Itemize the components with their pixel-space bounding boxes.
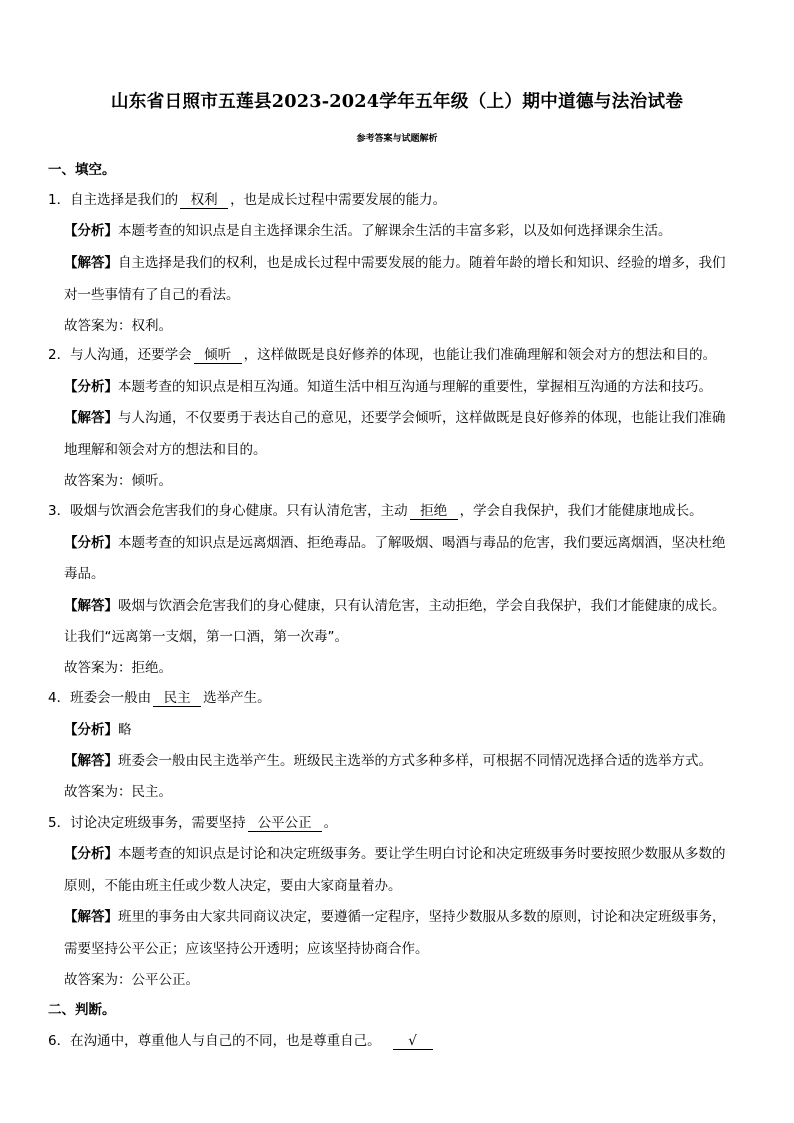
page-subtitle: 参考答案与试题解析 [356,134,438,144]
answer-blank: 民主 [153,690,201,707]
solution-line: 【解答】班委会一般由民主选举产生。班级民主选举的方式多种多样，可根据不同情况选择合适的选举方式。 [64,753,712,769]
question-1: 1．自主选择是我们的 权利 ，也是成长过程中需要发展的能力。 [48,192,447,208]
answer-line: 故答案为：权利。 [64,318,172,334]
answer-blank: 拒绝 [410,503,458,520]
answer-line: 故答案为：民主。 [64,784,172,800]
analysis-line-cont: 毒品。 [64,566,105,582]
page-title: 山东省日照市五莲县2023-2024学年五年级（上）期中道德与法治试卷 [110,91,684,112]
solution-line: 【解答】班里的事务由大家共同商议决定，要遵循一定程序，坚持少数服从多数的原则，讨论和决定班级事务， [64,909,726,925]
analysis-tag: 【分析】 [64,722,118,738]
question-2: 2．与人沟通，还要学会 倾听 ，这样做既是良好修养的体现，也能让我们准确理解和领会对方的想法和目的。 [48,347,717,363]
question-5: 5．讨论决定班级事务，需要坚持 公平公正 。 [48,815,338,831]
solution-tag: 【解答】 [64,410,118,426]
analysis-tag: 【分析】 [64,535,118,551]
analysis-line: 【分析】本题考查的知识点是讨论和决定班级事务。要让学生明白讨论和决定班级事务时要按照少数服从多数的 [64,846,726,862]
answer-blank: √ [393,1033,433,1050]
analysis-line-cont: 原则，不能由班主任或少数人决定，要由大家商量着办。 [64,878,402,894]
answer-blank: 权利 [180,192,228,209]
analysis-tag: 【分析】 [64,223,118,239]
analysis-tag: 【分析】 [64,379,118,395]
solution-line: 【解答】与人沟通，不仅要勇于表达自己的意见，还要学会倾听，这样做既是良好修养的体现，也能让我们准确 [64,410,726,426]
question-6: 6．在沟通中，尊重他人与自己的不同，也是尊重自己。 √ [48,1031,435,1051]
answer-blank: 倾听 [194,347,242,364]
answer-line: 故答案为：倾听。 [64,473,172,489]
analysis-line: 【分析】本题考查的知识点是远离烟酒、拒绝毒品。了解吸烟、喝酒与毒品的危害，我们要远离烟酒，坚决杜绝 [64,535,726,551]
solution-tag: 【解答】 [64,753,118,769]
solution-line-cont: 对一些事情有了自己的看法。 [64,287,240,303]
solution-line: 【解答】自主选择是我们的权利，也是成长过程中需要发展的能力。随着年龄的增长和知识、经验的增多，我们 [64,255,726,271]
question-3: 3．吸烟与饮酒会危害我们的身心健康。只有认清危害，主动 拒绝 ，学会自我保护，我们才能健康地成长。 [48,503,703,519]
solution-tag: 【解答】 [64,598,118,614]
solution-tag: 【解答】 [64,255,118,271]
analysis-tag: 【分析】 [64,846,118,862]
answer-line: 故答案为：公平公正。 [64,972,199,988]
solution-line: 【解答】吸烟与饮酒会危害我们的身心健康，只有认清危害，主动拒绝，学会自我保护，我们才能健康的成长。 [64,598,726,614]
analysis-line: 【分析】本题考查的知识点是相互沟通。知道生活中相互沟通与理解的重要性，掌握相互沟通的方法和技巧。 [64,379,712,395]
solution-tag: 【解答】 [64,909,118,925]
answer-line: 故答案为：拒绝。 [64,660,172,676]
solution-line-cont: 让我们“远离第一支烟，第一口酒，第一次毒”。 [64,629,348,645]
answer-blank: 公平公正 [248,815,322,832]
solution-line-cont: 需要坚持公平公正；应该坚持公开透明；应该坚持协商合作。 [64,941,429,957]
question-4: 4．班委会一般由 民主 选举产生。 [48,690,271,706]
section-heading-judge: 二、判断。 [48,1002,116,1018]
section-heading-fill-in: 一、填空。 [48,162,116,178]
solution-line-cont: 地理解和领会对方的想法和目的。 [64,442,267,458]
analysis-line: 【分析】略 [64,722,132,738]
analysis-line: 【分析】本题考查的知识点是自主选择课余生活。了解课余生活的丰富多彩，以及如何选择课余生活。 [64,223,672,239]
